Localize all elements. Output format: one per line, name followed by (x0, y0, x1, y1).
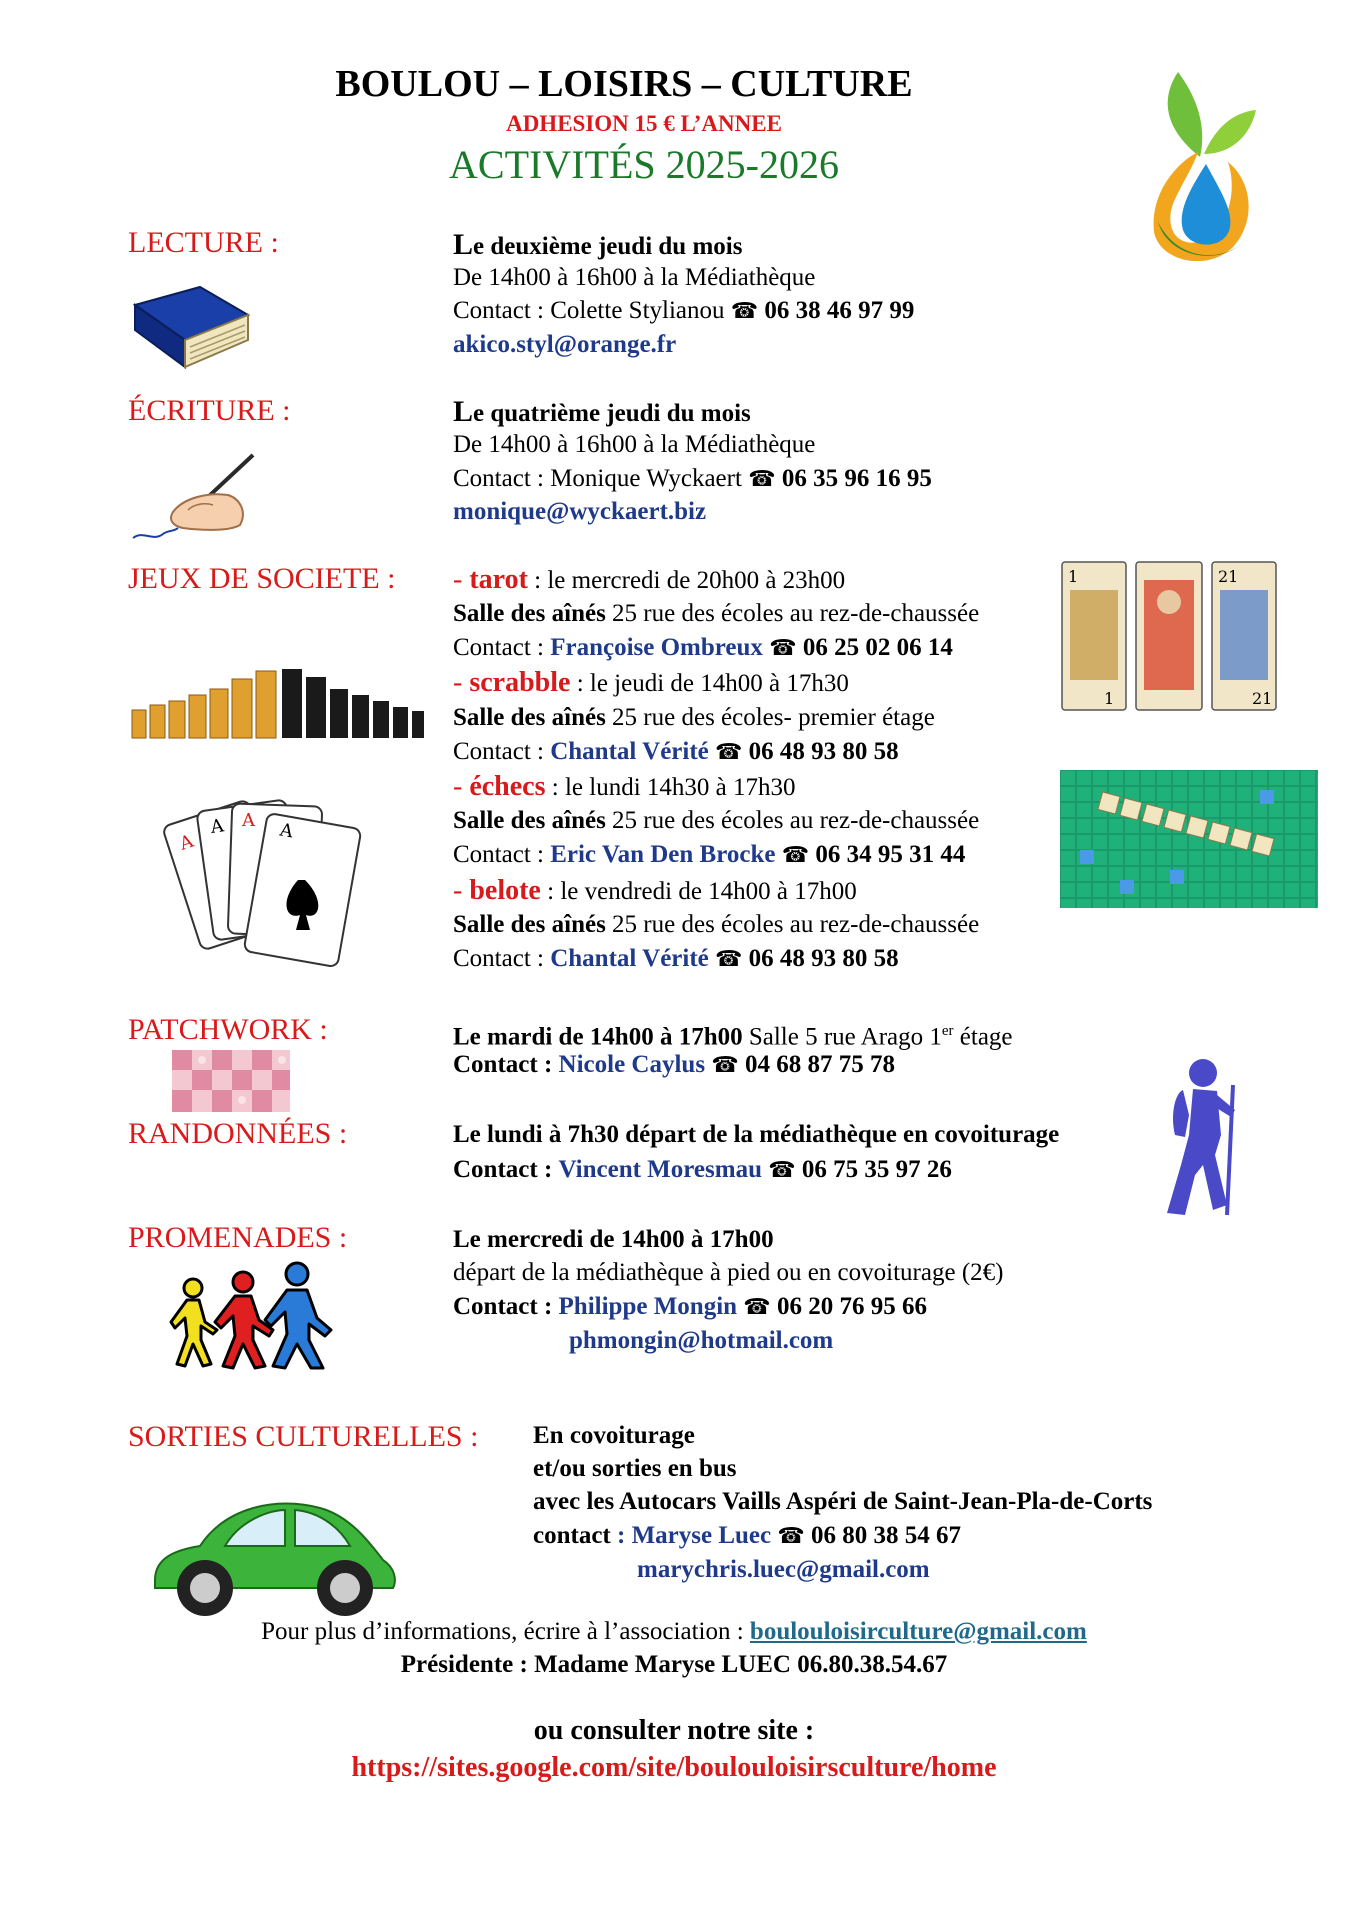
walkers-icon (165, 1260, 335, 1370)
sorties-contact (533, 1521, 961, 1552)
contact-label: Contact : (453, 1293, 553, 1320)
lecture-email[interactable]: akico.styl@orange.fr (453, 331, 677, 358)
separator: : (527, 567, 548, 594)
randonnees-contact-name: Vincent Moresmau (558, 1156, 762, 1183)
sorties-email[interactable]: marychris.luec@gmail.com (637, 1556, 930, 1583)
category-patchwork: PATCHWORK : (128, 1013, 328, 1046)
separator: : (545, 774, 565, 801)
footer-president: Présidente : Madame Maryse LUEC 06.80.38.54.67 (400, 1651, 948, 1678)
contact-label: Contact : (453, 738, 544, 765)
address-text: 25 rue des écoles au rez-de-chaussée (605, 600, 980, 627)
category-randonnees: RANDONNÉES : (128, 1117, 348, 1150)
patchwork-place-sup: er (941, 1023, 954, 1039)
page-title: BOULOU – LOISIRS – CULTURE (335, 63, 913, 105)
promenades-phone[interactable]: 06 20 76 95 66 (776, 1293, 927, 1320)
footer-info-text: Pour plus d’informations, écrire à l’association : (261, 1618, 744, 1645)
jeux-tarot-phone[interactable]: 06 25 02 06 14 (802, 634, 953, 661)
address-text: 25 rue des écoles- premier étage (605, 704, 935, 731)
sorties-line1: En covoiturage (533, 1422, 695, 1449)
jeux-scrabble-line (453, 668, 849, 699)
promenades-detail: départ de la médiathèque à pied ou en covoiturage (2€) (453, 1259, 1004, 1286)
category-promenades: PROMENADES : (128, 1221, 348, 1254)
category-sorties: SORTIES CULTURELLES : (128, 1420, 479, 1453)
scrabble-board-icon (1060, 770, 1318, 908)
address-text: 25 rue des écoles au rez-de-chaussée (605, 807, 980, 834)
tarot-card-number: 1 (1068, 567, 1079, 586)
jeux-scrabble-name: scrabble (469, 667, 571, 698)
phone-icon: ☎ (730, 299, 759, 324)
dash: - (453, 771, 470, 802)
category-ecriture: ÉCRITURE : (128, 394, 291, 427)
footer-info-email[interactable]: boulouloisirculture@gmail.com (749, 1618, 1087, 1645)
salle-label: Salle des aînés (453, 911, 606, 938)
jeux-tarot-contact-name: Françoise Ombreux (550, 634, 763, 661)
contact-label: Contact : (453, 1156, 553, 1183)
promenades-contact-name: Philippe Mongin (558, 1293, 738, 1320)
patchwork-schedule (453, 1016, 1013, 1052)
svg-text:A: A (209, 815, 226, 838)
category-jeux: JEUX DE SOCIETE : (128, 562, 396, 595)
jeux-tarot-contact (453, 633, 953, 664)
jeux-tarot-line (453, 565, 845, 596)
tarot-card-number: 1 (1104, 689, 1115, 708)
jeux-echecs-contact-name: Eric Van Den Brocke (550, 841, 776, 868)
dash: - (453, 667, 470, 698)
lecture-contact-name: Contact : Colette Stylianou (453, 297, 725, 324)
jeux-tarot-address (453, 599, 979, 629)
lecture-phone[interactable]: 06 38 46 97 99 (764, 297, 915, 324)
sorties-line2: et/ou sorties en bus (533, 1455, 737, 1482)
jeux-belote-line (453, 876, 857, 907)
ecriture-contact (453, 464, 932, 495)
contact-label: Contact : (453, 945, 544, 972)
jeux-belote-address (453, 910, 979, 940)
lecture-schedule (453, 230, 742, 262)
ecriture-phone[interactable]: 06 35 96 16 95 (781, 465, 932, 492)
promenades-email[interactable]: phmongin@hotmail.com (569, 1327, 834, 1354)
jeux-scrabble-phone[interactable]: 06 48 93 80 58 (748, 738, 899, 765)
phone-icon: ☎ (768, 1158, 796, 1183)
patchwork-schedule-text: Le mardi de 14h00 à 17h00 (453, 1023, 743, 1051)
jeux-belote-name: belote (469, 875, 541, 906)
jeux-scrabble-when: le jeudi de 14h00 à 17h30 (589, 670, 849, 697)
lecture-contact (453, 296, 914, 327)
phone-icon: ☎ (781, 843, 810, 868)
svg-text:A: A (242, 810, 255, 831)
promenades-contact (453, 1292, 927, 1323)
jeux-echecs-contact (453, 840, 965, 871)
phone-icon: ☎ (769, 636, 797, 661)
jeux-belote-contact (453, 944, 899, 975)
phone-icon: ☎ (748, 467, 776, 492)
car-icon (145, 1488, 400, 1620)
jeux-echecs-line (453, 772, 796, 803)
ecriture-place: De 14h00 à 16h00 à la Médiathèque (453, 431, 816, 458)
footer-site-intro: ou consulter notre site : (533, 1715, 815, 1746)
randonnees-phone[interactable]: 06 75 35 97 26 (801, 1156, 952, 1183)
ecriture-schedule (453, 397, 751, 429)
footer-info (0, 1617, 1348, 1647)
randonnees-contact (453, 1155, 952, 1186)
ecriture-contact-name: Contact : Monique Wyckaert (453, 465, 742, 492)
jeux-scrabble-contact-name: Chantal Vérité (550, 738, 709, 765)
jeux-echecs-address (453, 806, 979, 836)
ecriture-schedule-rest: e quatrième jeudi du mois (473, 400, 751, 427)
jeux-tarot-name: tarot (469, 564, 528, 595)
footer-site-url[interactable]: https://sites.google.com/site/boulouloisirsculture/home (351, 1752, 997, 1783)
book-icon (130, 285, 250, 370)
jeux-belote-when: le vendredi de 14h00 à 17h00 (560, 878, 857, 905)
sorties-contact-name: : Maryse Luec (617, 1522, 772, 1549)
contact-label: Contact : (453, 841, 544, 868)
logo-icon (1138, 62, 1258, 272)
jeux-echecs-phone[interactable]: 06 34 95 31 44 (815, 841, 966, 868)
adhesion-text: ADHESION 15 € L’ANNEE (506, 111, 782, 136)
jeux-belote-phone[interactable]: 06 48 93 80 58 (748, 945, 899, 972)
svg-text:A: A (278, 819, 295, 843)
patchwork-fabric-icon (172, 1050, 290, 1112)
salle-label: Salle des aînés (453, 600, 606, 627)
jeux-echecs-name: échecs (469, 771, 546, 802)
contact-label: Contact : (453, 1051, 553, 1078)
address-text: 25 rue des écoles au rez-de-chaussée (605, 911, 980, 938)
patchwork-place-end: étage (953, 1023, 1013, 1051)
phone-icon: ☎ (715, 740, 743, 765)
separator: : (570, 670, 590, 697)
dash: - (453, 875, 470, 906)
lecture-place: De 14h00 à 16h00 à la Médiathèque (453, 264, 816, 291)
patchwork-place: Salle 5 rue Arago 1 (742, 1023, 942, 1051)
ecriture-schedule-initial: L (453, 395, 474, 428)
separator: : (540, 878, 561, 905)
chess-pieces-icon (130, 665, 425, 740)
phone-icon: ☎ (715, 947, 743, 972)
playing-cards-icon (170, 780, 360, 975)
contact-label: Contact : (453, 634, 544, 661)
phone-icon: ☎ (743, 1295, 771, 1320)
jeux-echecs-when: le lundi 14h30 à 17h30 (564, 774, 796, 801)
lecture-schedule-initial: L (453, 228, 474, 261)
svg-text:A: A (177, 830, 197, 855)
patchwork-phone[interactable]: 04 68 87 75 78 (744, 1051, 895, 1078)
jeux-tarot-when: le mercredi de 20h00 à 23h00 (547, 567, 846, 594)
tarot-card-number: 21 (1218, 567, 1239, 586)
jeux-belote-contact-name: Chantal Vérité (550, 945, 709, 972)
tarot-cards-icon (1060, 560, 1278, 712)
phone-icon: ☎ (777, 1524, 805, 1549)
randonnees-schedule: Le lundi à 7h30 départ de la médiathèque en covoiturage (453, 1121, 1060, 1148)
patchwork-contact (453, 1050, 895, 1081)
sorties-phone[interactable]: 06 80 38 54 67 (811, 1522, 962, 1549)
hiker-icon (1155, 1055, 1255, 1220)
contact-label: contact (533, 1522, 611, 1549)
jeux-scrabble-contact (453, 737, 899, 768)
tarot-card-number: 21 (1252, 689, 1273, 708)
ecriture-email[interactable]: monique@wyckaert.biz (453, 498, 707, 525)
sorties-line3: avec les Autocars Vaills Aspéri de Saint-Jean-Pla-de-Corts (533, 1488, 1153, 1515)
dash: - (453, 564, 470, 595)
salle-label: Salle des aînés (453, 704, 606, 731)
jeux-scrabble-address (453, 703, 935, 733)
lecture-schedule-rest: e deuxième jeudi du mois (473, 233, 743, 260)
promenades-schedule: Le mercredi de 14h00 à 17h00 (453, 1226, 774, 1253)
category-lecture: LECTURE : (128, 226, 279, 259)
patchwork-contact-name: Nicole Caylus (558, 1051, 706, 1078)
salle-label: Salle des aînés (453, 807, 606, 834)
pen-hand-icon (128, 450, 258, 545)
phone-icon: ☎ (711, 1053, 739, 1078)
page-subtitle: ACTIVITÉS 2025-2026 (449, 142, 839, 187)
